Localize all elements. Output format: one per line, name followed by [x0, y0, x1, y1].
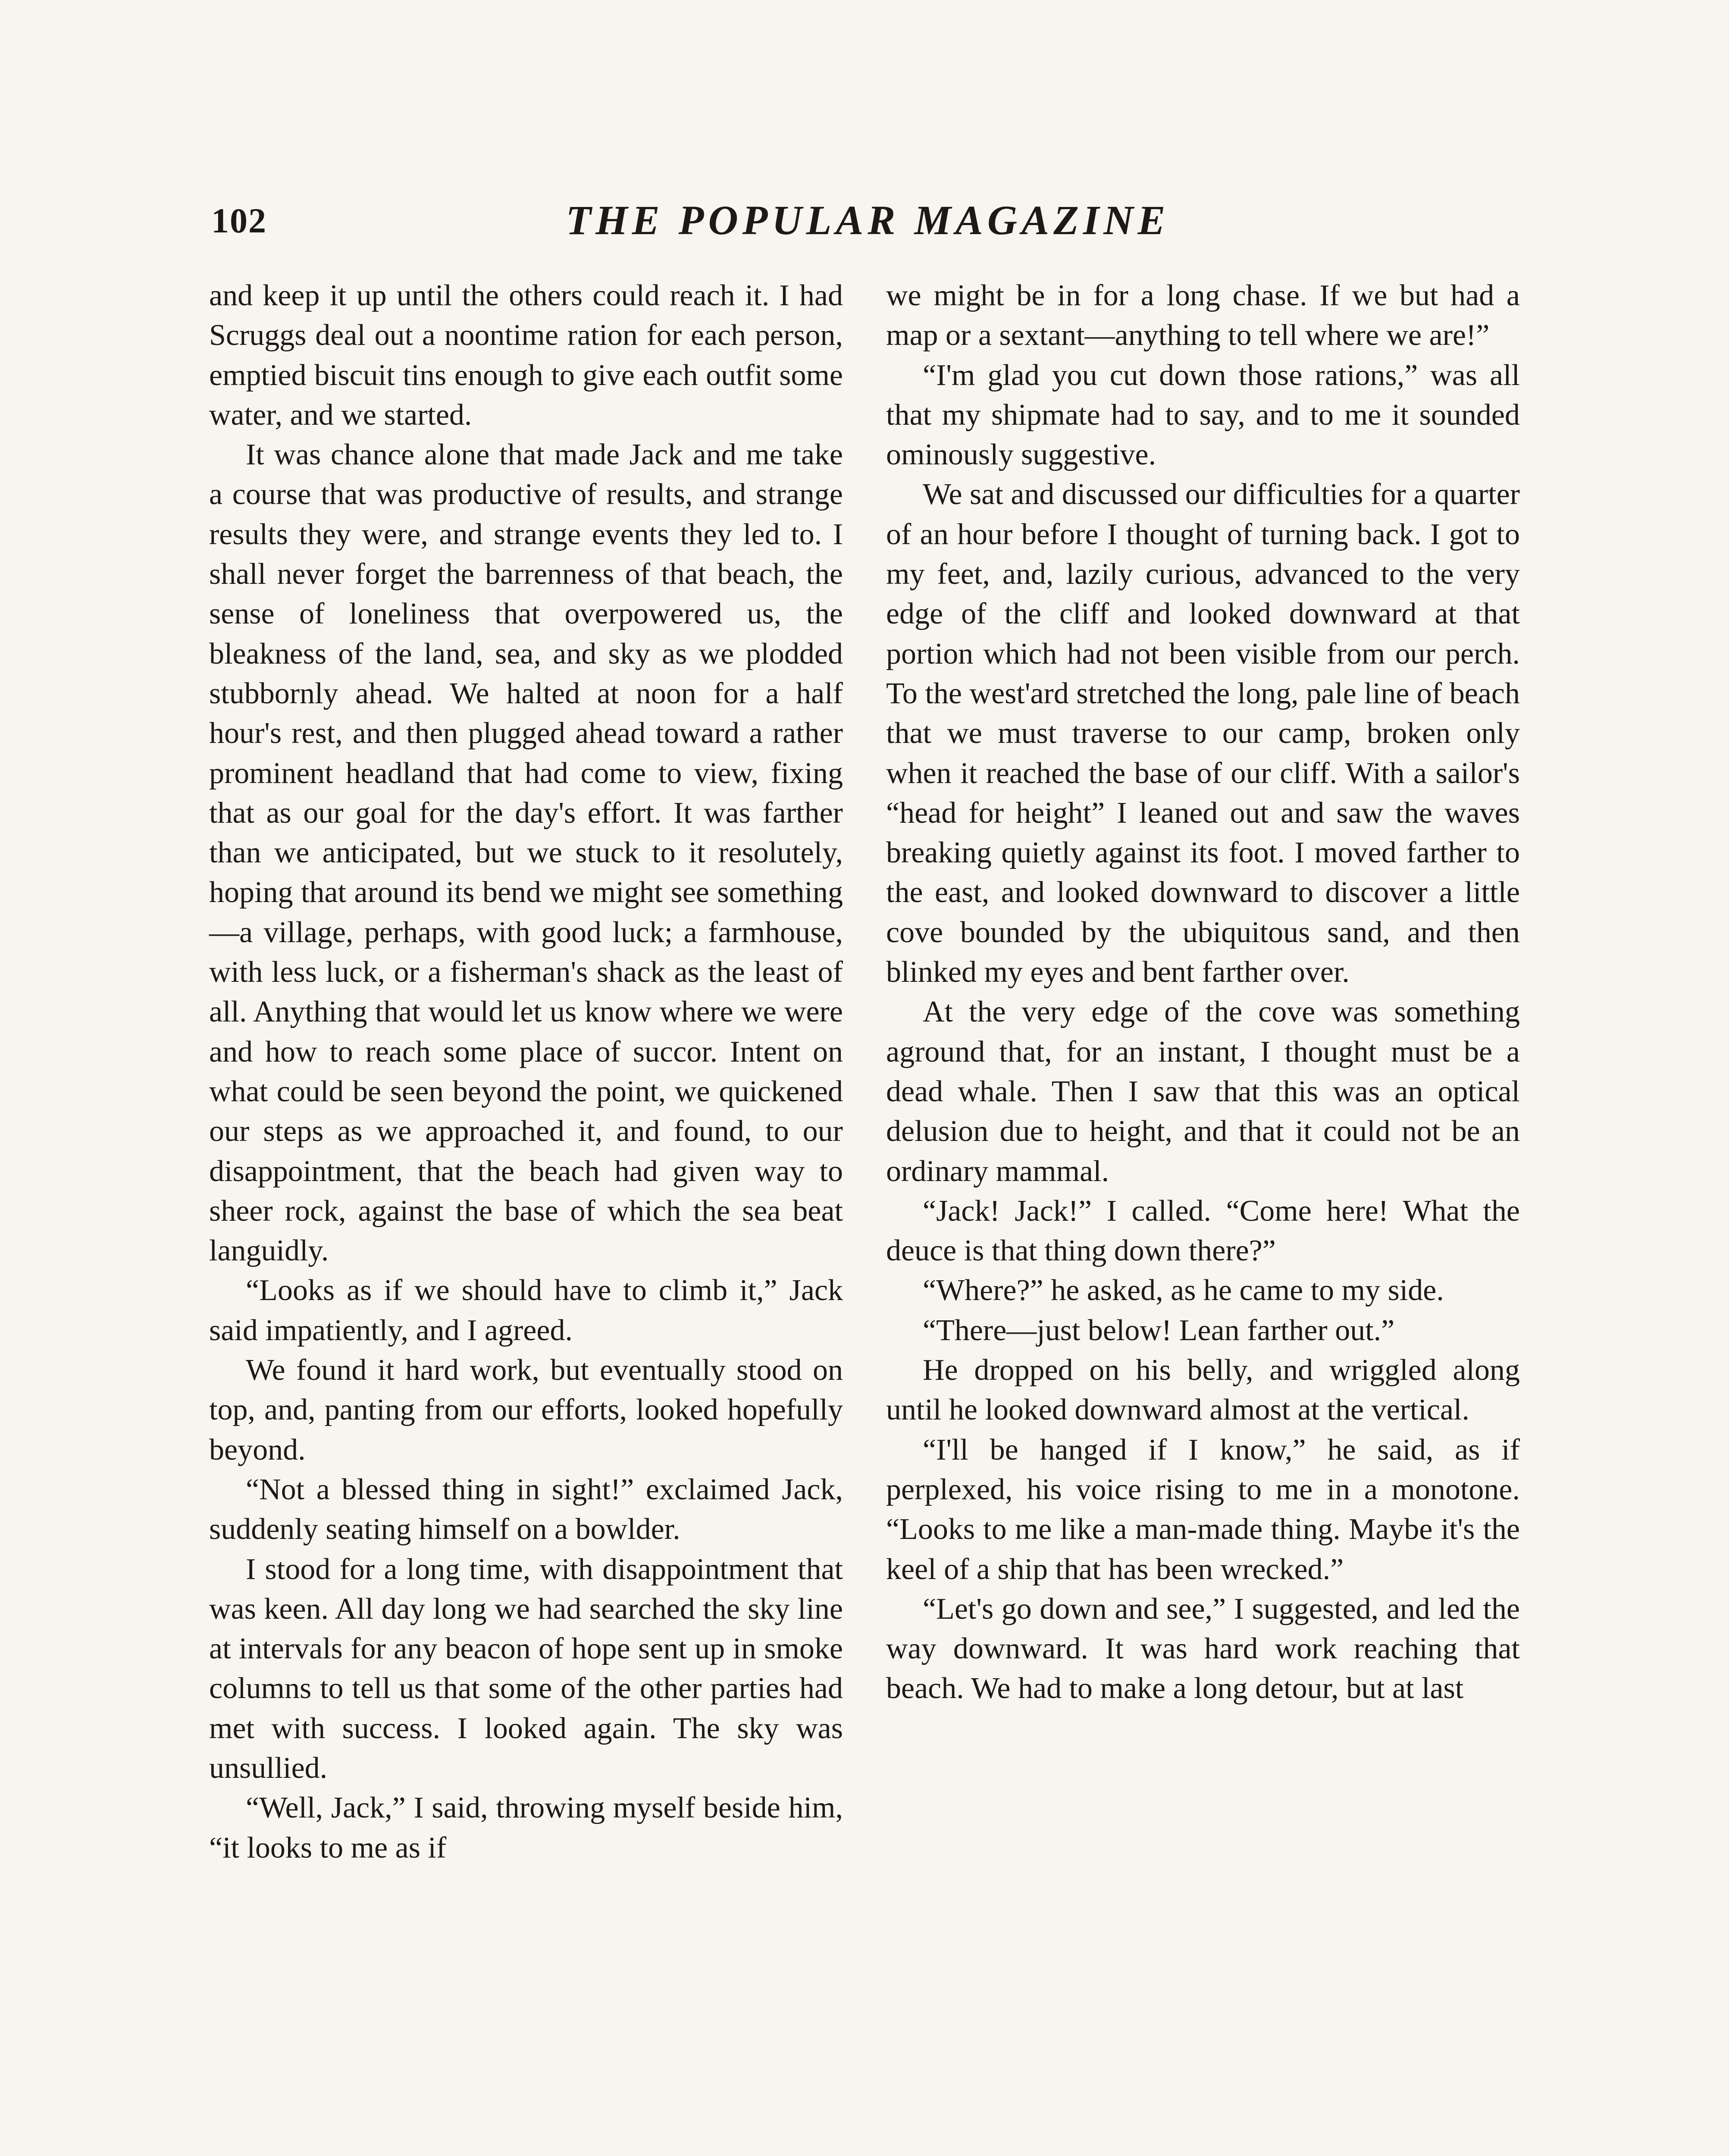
paragraph: “Jack! Jack!” I called. “Come here! What the deuce is that thing down there?” [886, 1194, 1520, 1268]
paragraph: We sat and discussed our difficulties for a quarter of an hour before I thought of turning back. I got to my feet, and, lazily curious, advanced to the very edge of the cliff and looked downward at that portion which had not been visible from our perch. To the west'ard stretched the long, pale line of beach that we must traverse to our camp, broken only when it reached the base of our cliff. With a sailor's “head for height” I leaned out and saw the waves breaking quietly against its foot. I moved farther to the east, and looked downward to discover a little cove bounded by the ubiquitous sand, and then blinked my eyes and bent farther over. [886, 478, 1520, 989]
paragraph: “Where?” he asked, as he came to my side. [923, 1274, 1444, 1307]
paragraph: “I'll be hanged if I know,” he said, as if perplexed, his voice rising to me in a monotone. “Looks to me like a man-made thing. Maybe it's the keel of a ship that has been wrecked.” [886, 1433, 1520, 1586]
page-number: 102 [211, 201, 267, 240]
right-column [886, 276, 1520, 1709]
left-column [209, 276, 843, 1868]
paragraph: We found it hard work, but eventually stood on top, and, panting from our efforts, looked hopefully beyond. [209, 1354, 843, 1467]
paragraph: and keep it up until the others could reach it. I had Scruggs deal out a noontime ration for each person, emptied biscuit tins enough to give each outfit some water, and we started. [209, 279, 843, 432]
paragraph: He dropped on his belly, and wriggled along until he looked downward almost at the vertical. [886, 1354, 1520, 1427]
paragraph: At the very edge of the cove was something aground that, for an instant, I thought must be a dead whale. Then I saw that this was an optical delusion due to height, and that it could not be an ordinary mammal. [886, 995, 1520, 1188]
paragraph: “Well, Jack,” I said, throwing myself beside him, “it looks to me as if [209, 1791, 843, 1865]
paragraph: I stood for a long time, with disappointment that was keen. All day long we had searched the sky line at intervals for any beacon of hope sent up in smoke columns to tell us that some of the other parties had met with success. I looked again. The sky was unsullied. [209, 1552, 843, 1785]
paragraph: “I'm glad you cut down those rations,” was all that my shipmate had to say, and to me it sounded ominously suggestive. [886, 358, 1520, 472]
paragraph: It was chance alone that made Jack and me take a course that was productive of results, and strange results they were, and strange events they led to. I shall never forget the barrenness of that beach, the sense of loneliness that overpowered us, the bleakness of the land, sea, and sky as we plodded stubbornly ahead. We halted at noon for a half hour's rest, and then plugged ahead toward a rather prominent headland that had come to view, fixing that as our goal for the day's effort. It was farther than we anticipated, but we stuck to it resolutely, hoping that around its bend we might see something—a village, perhaps, with good luck; a farmhouse, with less luck, or a fisherman's shack as the least of all. Anything that would let us know where we were and how to reach some place of succor. Intent on what could be seen beyond the point, we quickened our steps as we approached it, and found, to our disappointment, that the beach had given way to sheer rock, against the base of which the sea beat languidly. [209, 438, 843, 1268]
paragraph: “Looks as if we should have to climb it,” Jack said impatiently, and I agreed. [209, 1274, 843, 1347]
paragraph: we might be in for a long chase. If we but had a map or a sextant—anything to tell where we are!” [886, 279, 1520, 352]
page-header [211, 196, 1524, 252]
paragraph: “There—just below! Lean farther out.” [923, 1313, 1395, 1347]
paragraph: “Let's go down and see,” I suggested, and led the way downward. It was hard work reaching that beach. We had to make a long detour, but at last [886, 1592, 1520, 1705]
paragraph: “Not a blessed thing in sight!” exclaimed Jack, suddenly seating himself on a bowlder. [209, 1473, 843, 1546]
running-title: THE POPULAR MAGAZINE [566, 197, 1170, 243]
